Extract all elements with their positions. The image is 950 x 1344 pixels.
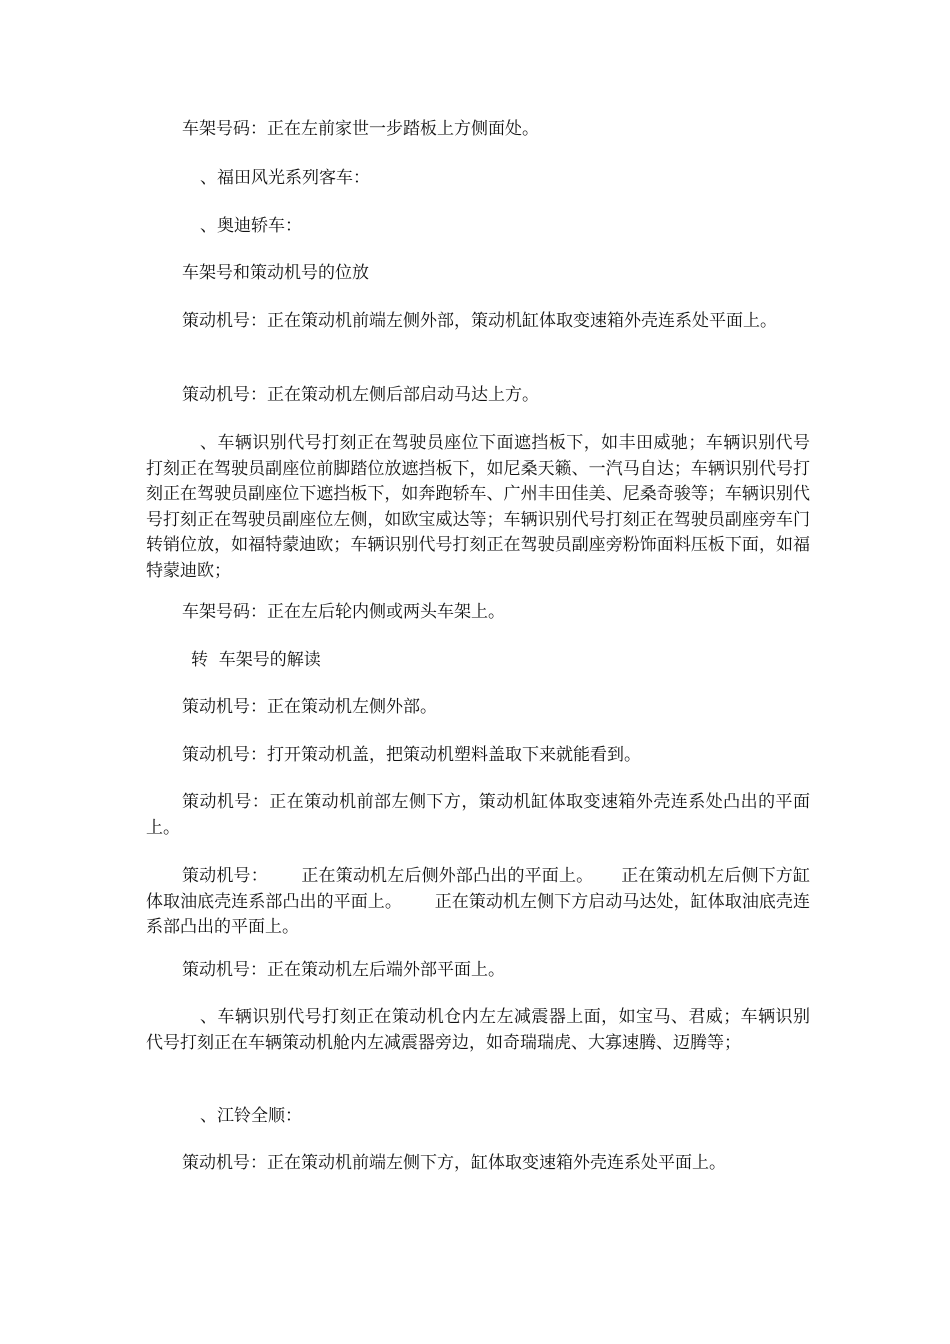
paragraph-section-title: 车架号和策动机号的位放 xyxy=(182,263,369,283)
paragraph-frame-number-interpretation: 转 车架号的解读 xyxy=(191,650,321,670)
paragraph-foton-heading: 、福田风光系列客车： xyxy=(200,168,370,188)
paragraph-engine-number-8: 策动机号：正在策动机前端左侧下方，缸体取变速箱外壳连系处平面上。 xyxy=(182,1153,726,1173)
paragraph-jiangling-heading: 、江铃全顺： xyxy=(200,1106,302,1126)
paragraph-engine-number-7: 策动机号：正在策动机左后端外部平面上。 xyxy=(182,960,505,980)
paragraph-engine-number-5: 策动机号：正在策动机前部左侧下方，策动机缸体取变速箱外壳连系处凸出的平面上。 xyxy=(146,792,810,838)
paragraph-engine-number-4: 策动机号：打开策动机盖，把策动机塑料盖取下来就能看到。 xyxy=(182,745,641,765)
paragraph-engine-number-1: 策动机号：正在策动机前端左侧外部，策动机缸体取变速箱外壳连系处平面上。 xyxy=(182,311,777,331)
paragraph-frame-number-rear: 车架号码：正在左后轮内侧或两头车架上。 xyxy=(182,602,505,622)
paragraph-engine-number-6: 策动机号： 正在策动机左后侧外部凸出的平面上。 正在策动机左后侧下方缸体取油底壳连系部凸出的平面上。 正在策动机左侧下方启动马达处，缸体取油底壳连系部凸出的平面上。 xyxy=(146,866,810,937)
paragraph-engine-number-2: 策动机号：正在策动机左侧后部启动马达上方。 xyxy=(182,385,539,405)
paragraph-engine-number-3: 策动机号：正在策动机左侧外部。 xyxy=(182,697,437,717)
paragraph-vin-locations-1: 、车辆识别代号打刻正在驾驶员座位下面遮挡板下，如丰田威驰；车辆识别代号打刻正在驾驶员副座位前脚踏位放遮挡板下，如尼桑天籁、一汽马自达；车辆识别代号打刻正在驾驶员副座位下遮挡板下，如奔跑轿车、广州丰田佳美、尼桑奇骏等；车辆识别代号打刻正在驾驶员副座位左侧，如欧宝威达等；车辆识别代号打刻正在驾驶员副座旁车门转销位放，如福特蒙迪欧；车辆识别代号打刻正在驾驶员副座旁粉饰面料压板下面，如福特蒙迪欧； xyxy=(146,433,810,581)
paragraph-frame-number-front: 车架号码：正在左前家世一步踏板上方侧面处。 xyxy=(182,119,539,139)
paragraph-vin-locations-2: 、车辆识别代号打刻正在策动机仓内左左减震器上面，如宝马、君威；车辆识别代号打刻正在车辆策动机舱内左减震器旁边，如奇瑞瑞虎、大寡速腾、迈腾等； xyxy=(146,1007,810,1053)
paragraph-audi-heading: 、奥迪轿车： xyxy=(200,216,302,236)
